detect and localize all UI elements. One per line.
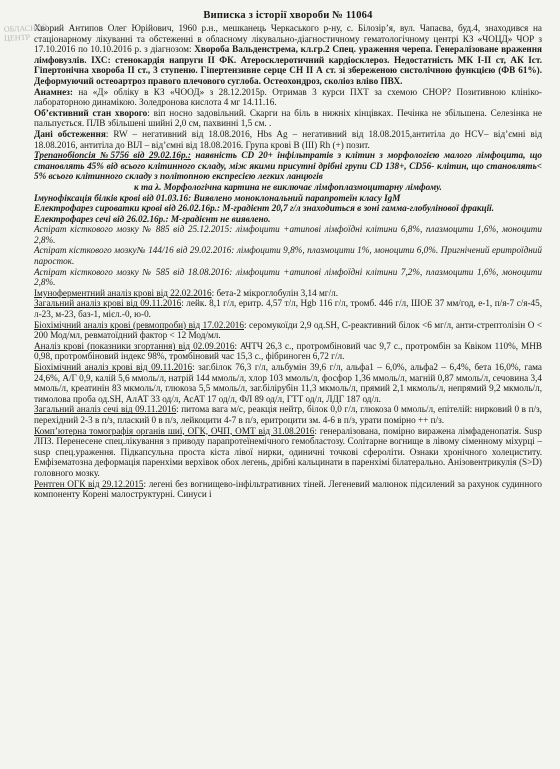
stamp (4, 23, 48, 43)
immuno-paragraph (34, 193, 542, 204)
coag-paragraph (34, 341, 542, 362)
cbc-label: Загальний аналіз крові від 09.11.2016 (34, 298, 182, 309)
bio-text: : серомукоїди 2,9 од.SH, С-реактивний білок <6 мг/л, анти-стрептолізін О < 200 Мод/мл, ревматоїдний фактор < 12 Мод/мл. (34, 319, 542, 341)
bio2-paragraph (34, 362, 542, 404)
immunoferment-paragraph (34, 288, 542, 299)
ct-label: Комп’ютерна томографія органів шиї, ОГК, ОЧП, ОМТ від 31.08.2016 (34, 425, 315, 436)
trepan-text: наявність CD 20+ інфільтратів з клітин з морфологією малого лімфоцита, що становлять 45% від всього клітинного складу, між якими присутні дрібні групи CD 138+, CD56- клітин, що становлять< 5% всього клітинного складу з політопною експресією легких ланцюгів (34, 150, 543, 182)
aspirate-1: Аспірат кісткового мозку № 885 від 25.12.2015: лімфоцити +атипові лімфоїдні клітини 6,8%, плазмоцити 1,6%, моноцити 2,8%. (34, 224, 542, 245)
electrophoresis-urine: Електрофарез сечі від 26.02.16р.: М-градієнт не виявлено. (34, 213, 271, 224)
trepan-label: Трепанобіопсія №5756 від 29.02.16р.: (34, 150, 191, 161)
bio-label: Біохімічний аналіз крові (ревмопроби) від 17.02.2016 (34, 319, 244, 330)
exams-label: Дані обстеження (34, 128, 106, 139)
anamnesis-paragraph (34, 87, 542, 108)
urine-paragraph (34, 404, 542, 425)
electrophoresis-serum: Електрофарез сироватки крові від 26.02.16р.: М-градієнт 20,7 г/л знаходиться в зоні гамма-глобулінової фракції. (34, 203, 494, 214)
urine-label: Загальний аналіз сечі від 09.11.2016 (34, 404, 177, 415)
ct-text: : генералізована, помірно виражена лімфаденопатія. Susp ЛПЗ. Перенесене спец.лікування з приводу парапротеїнемічного гемобластозу. Солітарне вогнище в лівому сіменному міхурці – susp спец.ураження. Підкапсульна проста кіста лівої нирки, одиничні точкові сфероліти. Ознаки хронічного холециститу. Емфізематозна деформація паренхіми верхівок обох легень, дрібні кальцинати в паренхімі білатерально. Анізовентрикулія (S>D) головного мозку. (34, 425, 542, 478)
immuno-label: Імунофіксація білків крові від 01.03.16: (34, 192, 192, 203)
urine-text: : питома вага м/с, реакція нейтр, білок 0,0 г/л, глюкоза 0 ммоль/л, епітелій: нирковий 0 в п/з, перехідний 2-3 в п/з, плаский 0 в п/з, лейкоцити 4-7 в п/з, еритроцити зм. 4-6 в п/з, урати помірно ++ п/з. (34, 404, 542, 425)
coag-label: Аналіз крові (показники згортання) від 02.09.2016 (34, 340, 235, 351)
anamnesis-text: на «Д» обліку в КЗ «ЧООД» з 28.12.2015р. Отримав 3 курси ПХТ за схемою СНОР? Позитивною клініко-лабораторною динамікою. Золедронова кислота 4 мг 14.11.16. (34, 86, 542, 108)
exams-text: : RW – негативний від 18.08.2016, Hbs Ag – негативний від 18.08.2015,антитіла до HCV– від’ємні від 18.08.2016, антитіла до ВІЛ – від’ємні від 18.08.2016. Група крові В (ІІІ) Rh (+) позит. (34, 128, 543, 150)
patient-paragraph (34, 23, 542, 87)
bio-paragraph (34, 320, 542, 341)
bio2-label: Біохімічний аналіз крові від 09.11.2016 (34, 362, 193, 372)
stamp-line-1: ОБЛАСНИЙ (3, 23, 48, 34)
xray-text: : легені без вогнищево-інфільтративних тіней. Легеневий малюнок підсилений за рахунок судинного компоненту Корені малоструктурні. Синуси і (34, 478, 542, 500)
coag-text: : АЧТЧ 26,3 с., протромбіновий час 9,7 с., протромбін за Квіком 110%, МНВ 0,98, протромбіновий індекс 98%, тромбіновий час 15,3 с., фібриноген 6,72 г/л. (34, 340, 542, 362)
immunoferment-label: Імуноферментний аналіз крові від 22.02.2016 (34, 287, 212, 298)
ct-paragraph (34, 426, 542, 479)
exams-paragraph (34, 129, 542, 150)
diagnosis: Хвороба Вальденстрема, кл.гр.2 Спец. ураження черепа. Генералізоване враження лімфовузлів. ІХС: стенокардія напруги ІІ ФК. Атеросклеротичний кардіосклероз. Недостатність МК І-ІІ ст, АК Іст. Гіпертонічна хвороба ІІ ст., 3 ступеню. Гіпертензивне серце СН ІІ А ст. зі збереженою систолічною функцією (ФВ 61%). Деформуючий остеоартроз правого плечового суглоба. Остеохондроз, сколіоз вліво ПВХ. (34, 44, 542, 86)
patient-intro: Хворий Антипов Олег Юрійович, 1960 р.н., мешканець Черкаського р-ну, с. Білозір’я, вул. Чапаєва, буд.4, знаходився на стаціонарному лікуванні та обстеженні в обласному лікувально-діагностичному гематологічному центрі КЗ «ЧОЦД» ЧОР з 17.10.2016 по 10.10.2016 р. з діагнозом: (34, 23, 542, 55)
stamp-line-2: ЦЕНТР (4, 32, 31, 43)
anamnesis-label: Анамнез: (34, 86, 73, 97)
cbc-paragraph (34, 298, 542, 319)
cbc-text: : лейк. 8,1 г/л, еритр. 4,57 т/л, Hgb 116 г/л, тромб. 446 г/л, ШОЕ 37 мм/год, е-1, п/я-7 с/я-45, л-23, м-23, баз-1, мієл.-0, ю-0. (34, 298, 542, 320)
xray-label: Рентген ОГК від 29.12.2015 (34, 478, 144, 489)
aspirate-3: Аспірат кісткового мозку № 585 від 18.08.2016: лімфоцити +атипові лімфоїдні клітини 7,2%, плазмоцити 1,6%, моноцити 2,8%. (34, 266, 542, 288)
document-title: Виписка з історії хвороби № 11064 (203, 10, 373, 21)
trepan-paragraph (34, 150, 542, 182)
bio2-text: : заг.білок 76,3 г/л, альбумін 39,6 г/л, альфа1 – 6,0%, альфа2 – 6,4%, бета 16,0%, гама 24,6%, А/Г 0,9, калій 5,6 ммоль/л, натрій 144 ммоль/л, хлор 103 ммоль/л, фосфор 1,36 ммоль/л, магній 0,87 ммоль/л, сечовина 3,4 ммоль/л, креатинін 83 мкмоль/л, глюкоза 5,5 ммоль/л, заг.білірубін 11,3 мкмоль/л, прямий 2,1 мкмоль/л, непрямий 9,2 мкмоль/л, тимолова проба од.SH, АлАТ 33 од/л, АсАТ 17 од/л, ФЛ 89 од/л, ГТТ од/л, ЛДГ 187 од/л. (34, 362, 542, 404)
trepan-conclusion: к та λ. Морфологічна картина не виключає лімфоплазмоцитарну лімфому. (134, 181, 442, 192)
objective-text: : віп носно задовільний. Скарги на біль в нижніх кінцівках. Печінка не збільшена. Селезінка не пальпується. ПЛВ збільшені шийні 2,0 см, пахвинні 1,5 см. . (34, 107, 542, 129)
aspirate-2: Аспірат кісткового мозку№ 144/16 від 29.02.2016: лімфоцити 9,8%, плазмоцити 1%, моноцити 6,0%. Пригнічений еритроїдний паросток. (34, 245, 542, 267)
objective-label: Об’єктивний стан хворого (34, 107, 148, 118)
immunoferment-text: : бета-2 мікроглобулін 3,14 мг/л. (211, 287, 338, 298)
xray-paragraph (34, 479, 542, 500)
objective-paragraph (34, 108, 542, 129)
immuno-text: Виявлено моноклональний парапротеїн класу IgM (191, 192, 401, 203)
